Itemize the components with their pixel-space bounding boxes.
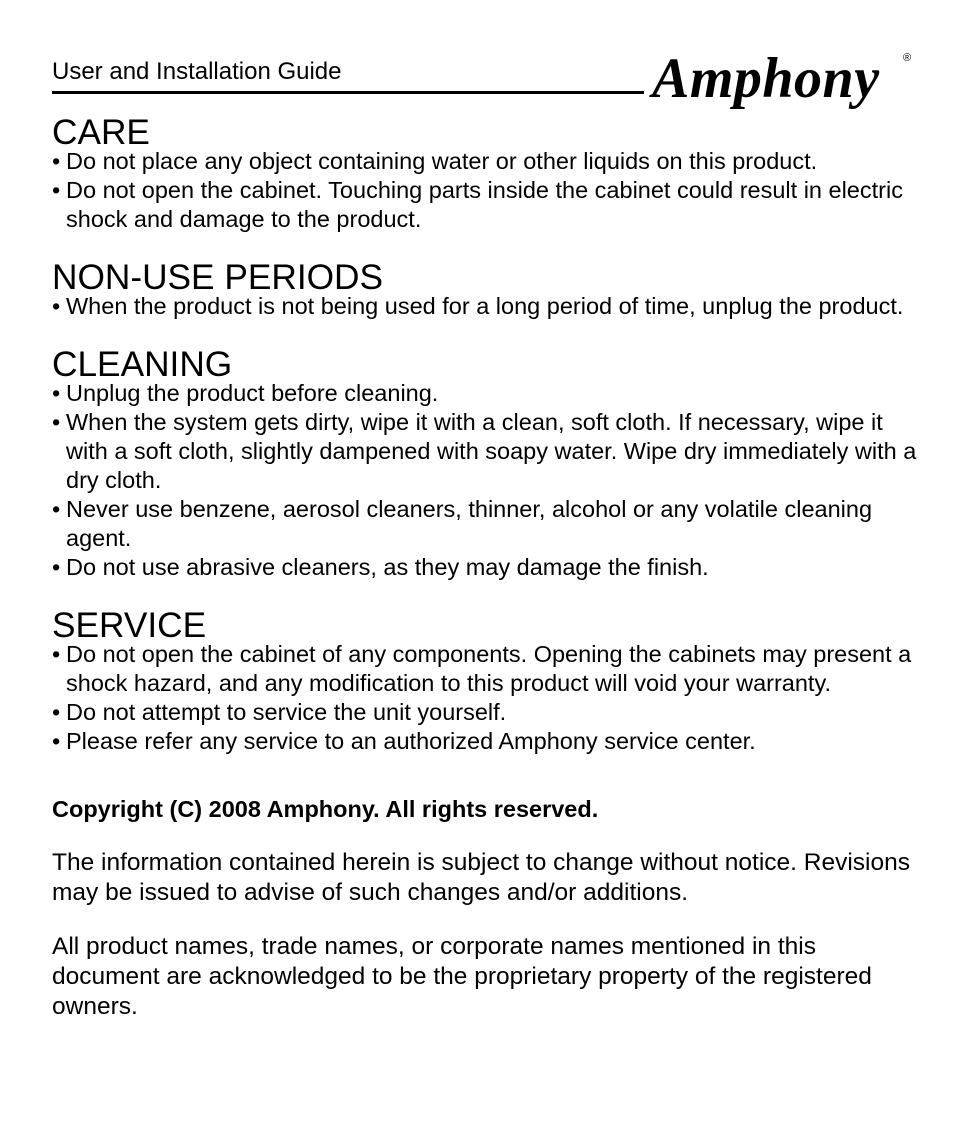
- change-notice: The information contained herein is subject to change without notice. Revisions may be issued to advise of such changes and/or additions.: [52, 849, 910, 906]
- list-item: • Do not open the cabinet. Touching parts inside the cabinet could result in electric shock and damage to the product.: [52, 176, 922, 234]
- bullet-list: [52, 147, 922, 234]
- list-item: • Please refer any service to an authorized Amphony service center.: [52, 727, 922, 756]
- section-care: [52, 113, 922, 234]
- section-title: CARE: [52, 113, 150, 152]
- registered-mark: ®: [903, 52, 912, 64]
- document-title: User and Installation Guide: [52, 58, 342, 85]
- section-title: NON-USE PERIODS: [52, 258, 384, 297]
- list-item: • Never use benzene, aerosol cleaners, thinner, alcohol or any volatile cleaning agent.: [52, 495, 922, 553]
- header-rule: [52, 91, 644, 94]
- bullet-list: [52, 292, 922, 321]
- list-item: • Unplug the product before cleaning.: [52, 379, 922, 408]
- list-item: • When the system gets dirty, wipe it with a clean, soft cloth. If necessary, wipe it with a soft cloth, slightly dampened with soapy water. Wipe dry immediately with a dry cloth.: [52, 408, 922, 495]
- bullet-list: [52, 640, 922, 756]
- copyright-notice: Copyright (C) 2008 Amphony. All rights reserved.: [52, 796, 599, 822]
- page-header: [52, 48, 916, 112]
- list-item: • Do not open the cabinet of any components. Opening the cabinets may present a shock hazard, and any modification to this product will void your warranty.: [52, 640, 922, 698]
- list-item: • Do not place any object containing water or other liquids on this product.: [52, 147, 922, 176]
- section-non-use-periods: [52, 258, 922, 321]
- list-item: • Do not attempt to service the unit yourself.: [52, 698, 922, 727]
- section-service: [52, 606, 922, 756]
- list-item: • Do not use abrasive cleaners, as they may damage the finish.: [52, 553, 922, 582]
- section-title: SERVICE: [52, 606, 207, 645]
- document-body: [52, 113, 922, 1022]
- section-cleaning: [52, 345, 922, 582]
- bullet-list: [52, 379, 922, 582]
- list-item: • When the product is not being used for a long period of time, unplug the product.: [52, 292, 922, 321]
- brand-logo: Amphony: [652, 47, 880, 111]
- section-title: CLEANING: [52, 345, 233, 384]
- trademark-notice: All product names, trade names, or corporate names mentioned in this document are acknowledged to be the proprietary property of the registered owners.: [52, 933, 872, 1020]
